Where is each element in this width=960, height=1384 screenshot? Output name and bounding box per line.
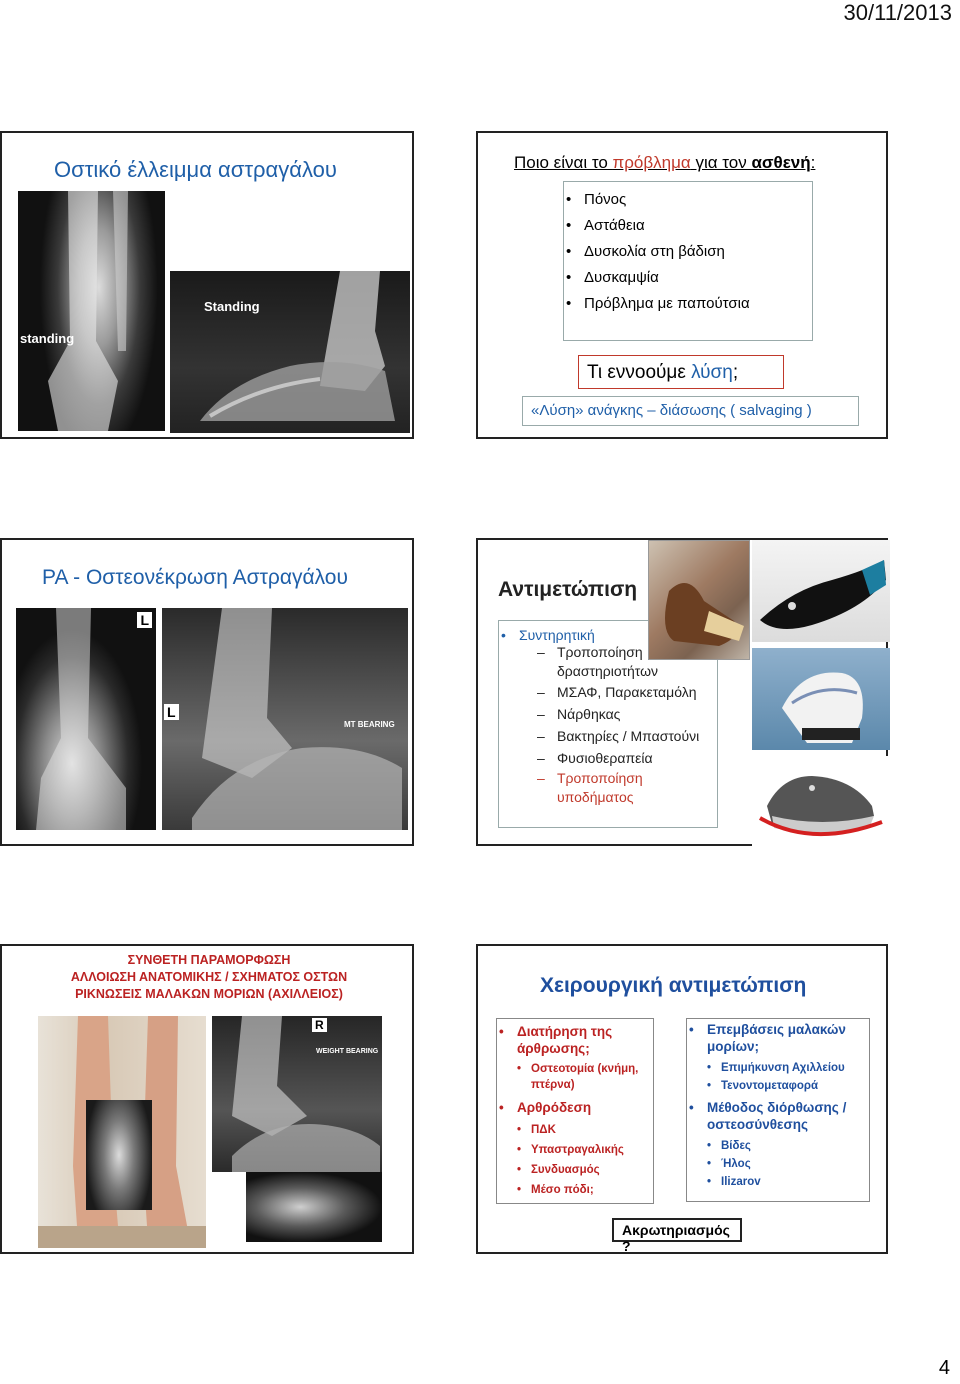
slide-1 (0, 131, 414, 439)
rocker-sole-shoe-photo (752, 756, 890, 848)
problem-word: πρόβλημα (612, 153, 691, 172)
xray-marker: R (312, 1018, 327, 1032)
right-list (687, 1021, 869, 1055)
page-number: 4 (938, 1357, 950, 1379)
list-item: • ΠΔΚ (515, 1120, 653, 1140)
solution-text: ; (732, 362, 739, 383)
slide-title: Αντιμετώπιση (498, 578, 638, 601)
slide-5 (0, 944, 414, 1254)
xray-label: Standing (204, 299, 260, 314)
date-header: 30/11/2013 (843, 0, 952, 25)
slide-3 (0, 538, 414, 846)
right-list (687, 1099, 869, 1133)
solution-box (578, 355, 784, 389)
heading-line: ΣΥΝΘΕΤΗ ΠΑΡΑΜΟΡΦΩΣΗ (127, 953, 291, 967)
heading-line: ΑΛΛΟΙΩΣΗ ΑΝΑΤΟΜΙΚΗΣ / ΣΧΗΜΑΤΟΣ ΟΣΤΩΝ (70, 970, 348, 984)
sub-list (705, 1059, 869, 1095)
list-item-highlight: – Τροποποίηση υποδήματος (537, 769, 677, 807)
list-item: • Μέσο πόδι; (515, 1180, 653, 1200)
list-item: • Υπαστραγαλικής (515, 1140, 653, 1160)
list-item: • Συνδυασμός (515, 1160, 653, 1180)
list-item: – ΜΣΑΦ, Παρακεταμόλη (537, 681, 717, 703)
xray-foot-lateral-image (162, 608, 408, 830)
list-item: • Πρόβλημα με παπούτσια (564, 291, 812, 317)
list-item: • Συντηρητική (499, 627, 717, 643)
list-item: • Διατήρηση της άρθρωσης; (497, 1023, 653, 1057)
soft-tissue-box (686, 1018, 870, 1202)
slide-title: Οστικό έλλειμμα αστραγάλου (54, 157, 337, 182)
list-item: • Πόνος (564, 187, 812, 213)
xray-label: WEIGHT BEARING (316, 1048, 379, 1055)
symptoms-box (563, 181, 813, 341)
xray-foot-lateral-image (212, 1016, 382, 1172)
sub-list (515, 1120, 653, 1200)
question-text: Ποιο είναι το (514, 153, 613, 172)
list-item: – Βακτηρίες / Μπαστούνι (537, 725, 717, 747)
sub-list (705, 1137, 869, 1191)
list-item: – Φυσιοθεραπεία (537, 747, 717, 769)
list-item: – Τροποποίηση δραστηριοτήτων (537, 643, 677, 681)
xray-foot-dorsal-image (246, 1172, 382, 1242)
left-list (497, 1023, 653, 1057)
slide-4 (476, 538, 888, 846)
list-item: – Νάρθηκας (537, 703, 717, 725)
xray-label: standing (20, 331, 75, 346)
list-item: • Ήλος (705, 1155, 869, 1173)
question-text: : (810, 153, 816, 172)
boot-brace-photo (648, 540, 750, 660)
amputation-box: Ακρωτηριασμός ? (612, 1218, 742, 1242)
xray-marker: L (164, 704, 179, 720)
list-item: • Οστεοτομία (κνήμη, πτέρνα) (515, 1061, 651, 1093)
xray-inset-image (86, 1100, 152, 1210)
deformity-heading (2, 952, 416, 1003)
salvaging-box: «Λύση» ανάγκης – διάσωσης ( salvaging ) (522, 396, 859, 426)
list-item: • Επιμήκυνση Αχιλλείου (705, 1059, 869, 1077)
solution-word: λύση (691, 362, 733, 383)
list-item: • Μέθοδος διόρθωσης / οστεοσύνθεσης (687, 1099, 867, 1133)
legs-standing-photo (38, 1016, 206, 1248)
joint-preservation-box (496, 1018, 654, 1204)
slide-2 (476, 131, 888, 439)
sneaker-photo (752, 648, 890, 750)
slide-6 (476, 944, 888, 1254)
black-shoe-photo (752, 540, 890, 642)
patient-word: ασθενή (751, 153, 811, 172)
xray-foot-lateral-image (170, 271, 410, 433)
xray-ankle-ap-image (16, 608, 156, 830)
sub-list (537, 643, 717, 807)
xray-label: MT BEARING (344, 720, 395, 729)
list-item: • Αστάθεια (564, 213, 812, 239)
list-item: • Βίδες (705, 1137, 869, 1155)
list-item: • Δυσκολία στη βάδιση (564, 239, 812, 265)
sub-list (515, 1061, 653, 1093)
list-item: • Ilizarov (705, 1173, 869, 1191)
slide-title: ΡΑ - Οστεονέκρωση Αστραγάλου (42, 566, 348, 589)
list-item: • Επεμβάσεις μαλακών μορίων; (687, 1021, 857, 1055)
list-item: • Δυσκαμψία (564, 265, 812, 291)
symptom-list (564, 187, 812, 317)
list-item: • Τενοντομεταφορά (705, 1077, 869, 1095)
xray-ankle-ap-image (18, 191, 165, 431)
heading-line: ΡΙΚΝΩΣΕΙΣ ΜΑΛΑΚΩΝ ΜΟΡΙΩΝ (ΑΧΙΛΛΕΙΟΣ) (75, 987, 343, 1001)
xray-marker: L (137, 612, 152, 628)
solution-text: Τι εννοούμε (587, 362, 692, 383)
question-text: για τον (690, 153, 752, 172)
left-list (497, 1099, 653, 1116)
slide-title: Χειρουργική αντιμετώπιση (540, 974, 807, 997)
question-heading (514, 153, 815, 173)
list-item: • Αρθρόδεση (497, 1099, 653, 1116)
